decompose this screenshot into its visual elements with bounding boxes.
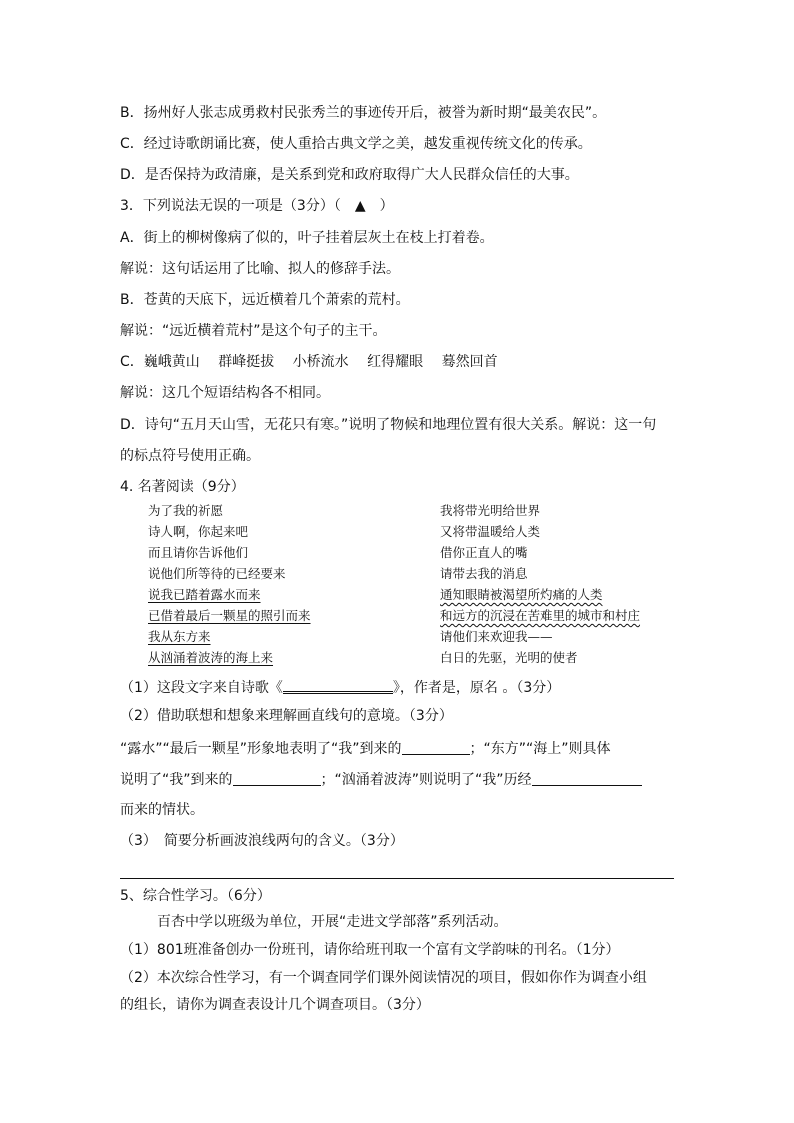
poem-title-blank[interactable] [283, 677, 393, 694]
poem-line: 说他们所等待的已经要来 [148, 566, 286, 581]
q4-sub2-para2 [120, 771, 642, 788]
poem-line-wavy: 和远方的沉浸在苦难里的城市和村庄 [440, 608, 641, 623]
triangle-icon: ▲ [354, 198, 366, 214]
q4-sub1-text-end: 》，作者是，原名 。（3分） [392, 680, 561, 696]
poem-line-underlined: 说我已踏着露水而来 [148, 587, 261, 602]
answer-blank[interactable] [532, 771, 642, 786]
q3-explanation-b: 解说：“远近横着荒村”是这个句子的主干。 [120, 323, 387, 339]
q3-stem-text: 3．下列说法无误的一项是（3分）（ [120, 198, 341, 214]
q2-option-b: B．扬州好人张志成勇救村民张秀兰的事迹传开后，被誉为新时期“最美农民”。 [120, 105, 607, 121]
poem-line: 又将带温暖给人类 [440, 524, 541, 539]
q3-option-a: A．街上的柳树像病了似的，叶子挂着层灰土在枝上打着卷。 [120, 230, 494, 246]
q4-sub2-text: “露水”“最后一颗星”形象地表明了“我”到来的 [120, 741, 402, 757]
q5-sub1: （1）801班准备创办一份班刊，请你给班刊取一个富有文学韵味的刊名。（1分） [120, 942, 620, 958]
poem-line: 请带去我的消息 [440, 566, 528, 581]
q3-stem-close: ） [379, 198, 394, 214]
q5-sub2-line2: 的组长，请你为调查表设计几个调查项目。（3分） [120, 997, 430, 1013]
q4-sub2-para3: 而来的情状。 [120, 802, 204, 818]
q3-option-c: C．巍峨黄山 群峰挺拔 小桥流水 红得耀眼 蓦然回首 [120, 354, 498, 370]
q5-title: 5、综合性学习。（6分） [120, 888, 271, 904]
poem-line: 诗人啊，你起来吧 [148, 524, 249, 539]
poem-line-underlined: 从汹涌着波涛的海上来 [148, 650, 274, 665]
q2-option-d: D．是否保持为政清廉，是关系到党和政府取得广大人民群众信任的大事。 [120, 167, 579, 183]
q4-sub2-text: ；“汹涌着波涛”则说明了“我”历经 [320, 772, 532, 788]
answer-blank[interactable] [233, 771, 321, 786]
poem-line-underlined: 已借着最后一颗星的照引而来 [148, 608, 311, 623]
q4-sub1-text: （1）这段文字来自诗歌《 [120, 680, 283, 696]
q2-option-c: C．经过诗歌朗诵比赛，使人重拾古典文学之美，越发重视传统文化的传承。 [120, 136, 592, 152]
poem-line-wavy: 通知眼睛被渴望所灼痛的人类 [440, 587, 603, 602]
q5-intro: 百杏中学以班级为单位，开展“走进文学部落”系列活动。 [157, 914, 508, 930]
q3-option-d-line1: D．诗句“五月天山雪，无花只有寒。”说明了物候和地理位置有很大关系。解说：这一句 [120, 417, 657, 433]
q3-option-b: B．苍黄的天底下，远近横着几个萧索的荒村。 [120, 292, 410, 308]
poem-line: 我将带光明给世界 [440, 503, 541, 518]
q3-option-d-line2: 的标点符号使用正确。 [120, 448, 260, 464]
q3-explanation-c: 解说：这几个短语结构各不相同。 [120, 385, 330, 401]
poem-line: 借你正直人的嘴 [440, 545, 528, 560]
q4-sub2-text: 说明了“我”到来的 [120, 772, 233, 788]
q4-sub3: （3） 简要分析画波浪线两句的含义。（3分） [120, 833, 404, 849]
q4-sub2: （2）借助联想和想象来理解画直线句的意境。（3分） [120, 708, 453, 724]
poem-line: 为了我的祈愿 [148, 503, 224, 518]
q5-sub2-line1: （2）本次综合性学习，有一个调查同学们课外阅读情况的项目，假如你作为调查小组 [120, 970, 647, 986]
poem-line: 请他们来欢迎我—— [440, 629, 553, 644]
poem-line: 而且请你告诉他们 [148, 545, 249, 560]
answer-line[interactable] [120, 878, 674, 879]
poem-line-underlined: 我从东方来 [148, 629, 211, 644]
answer-blank[interactable] [402, 740, 470, 755]
q4-title: 4. 名著阅读（9分） [120, 479, 245, 495]
q3-stem [120, 198, 394, 214]
q3-explanation-a: 解说：这句话运用了比喻、拟人的修辞手法。 [120, 261, 400, 277]
q4-sub2-para1 [120, 740, 611, 757]
q4-sub2-text: ；“东方”“海上”则具体 [469, 741, 611, 757]
q4-sub1 [120, 677, 560, 696]
poem-line: 白日的先驱，光明的使者 [440, 650, 578, 665]
